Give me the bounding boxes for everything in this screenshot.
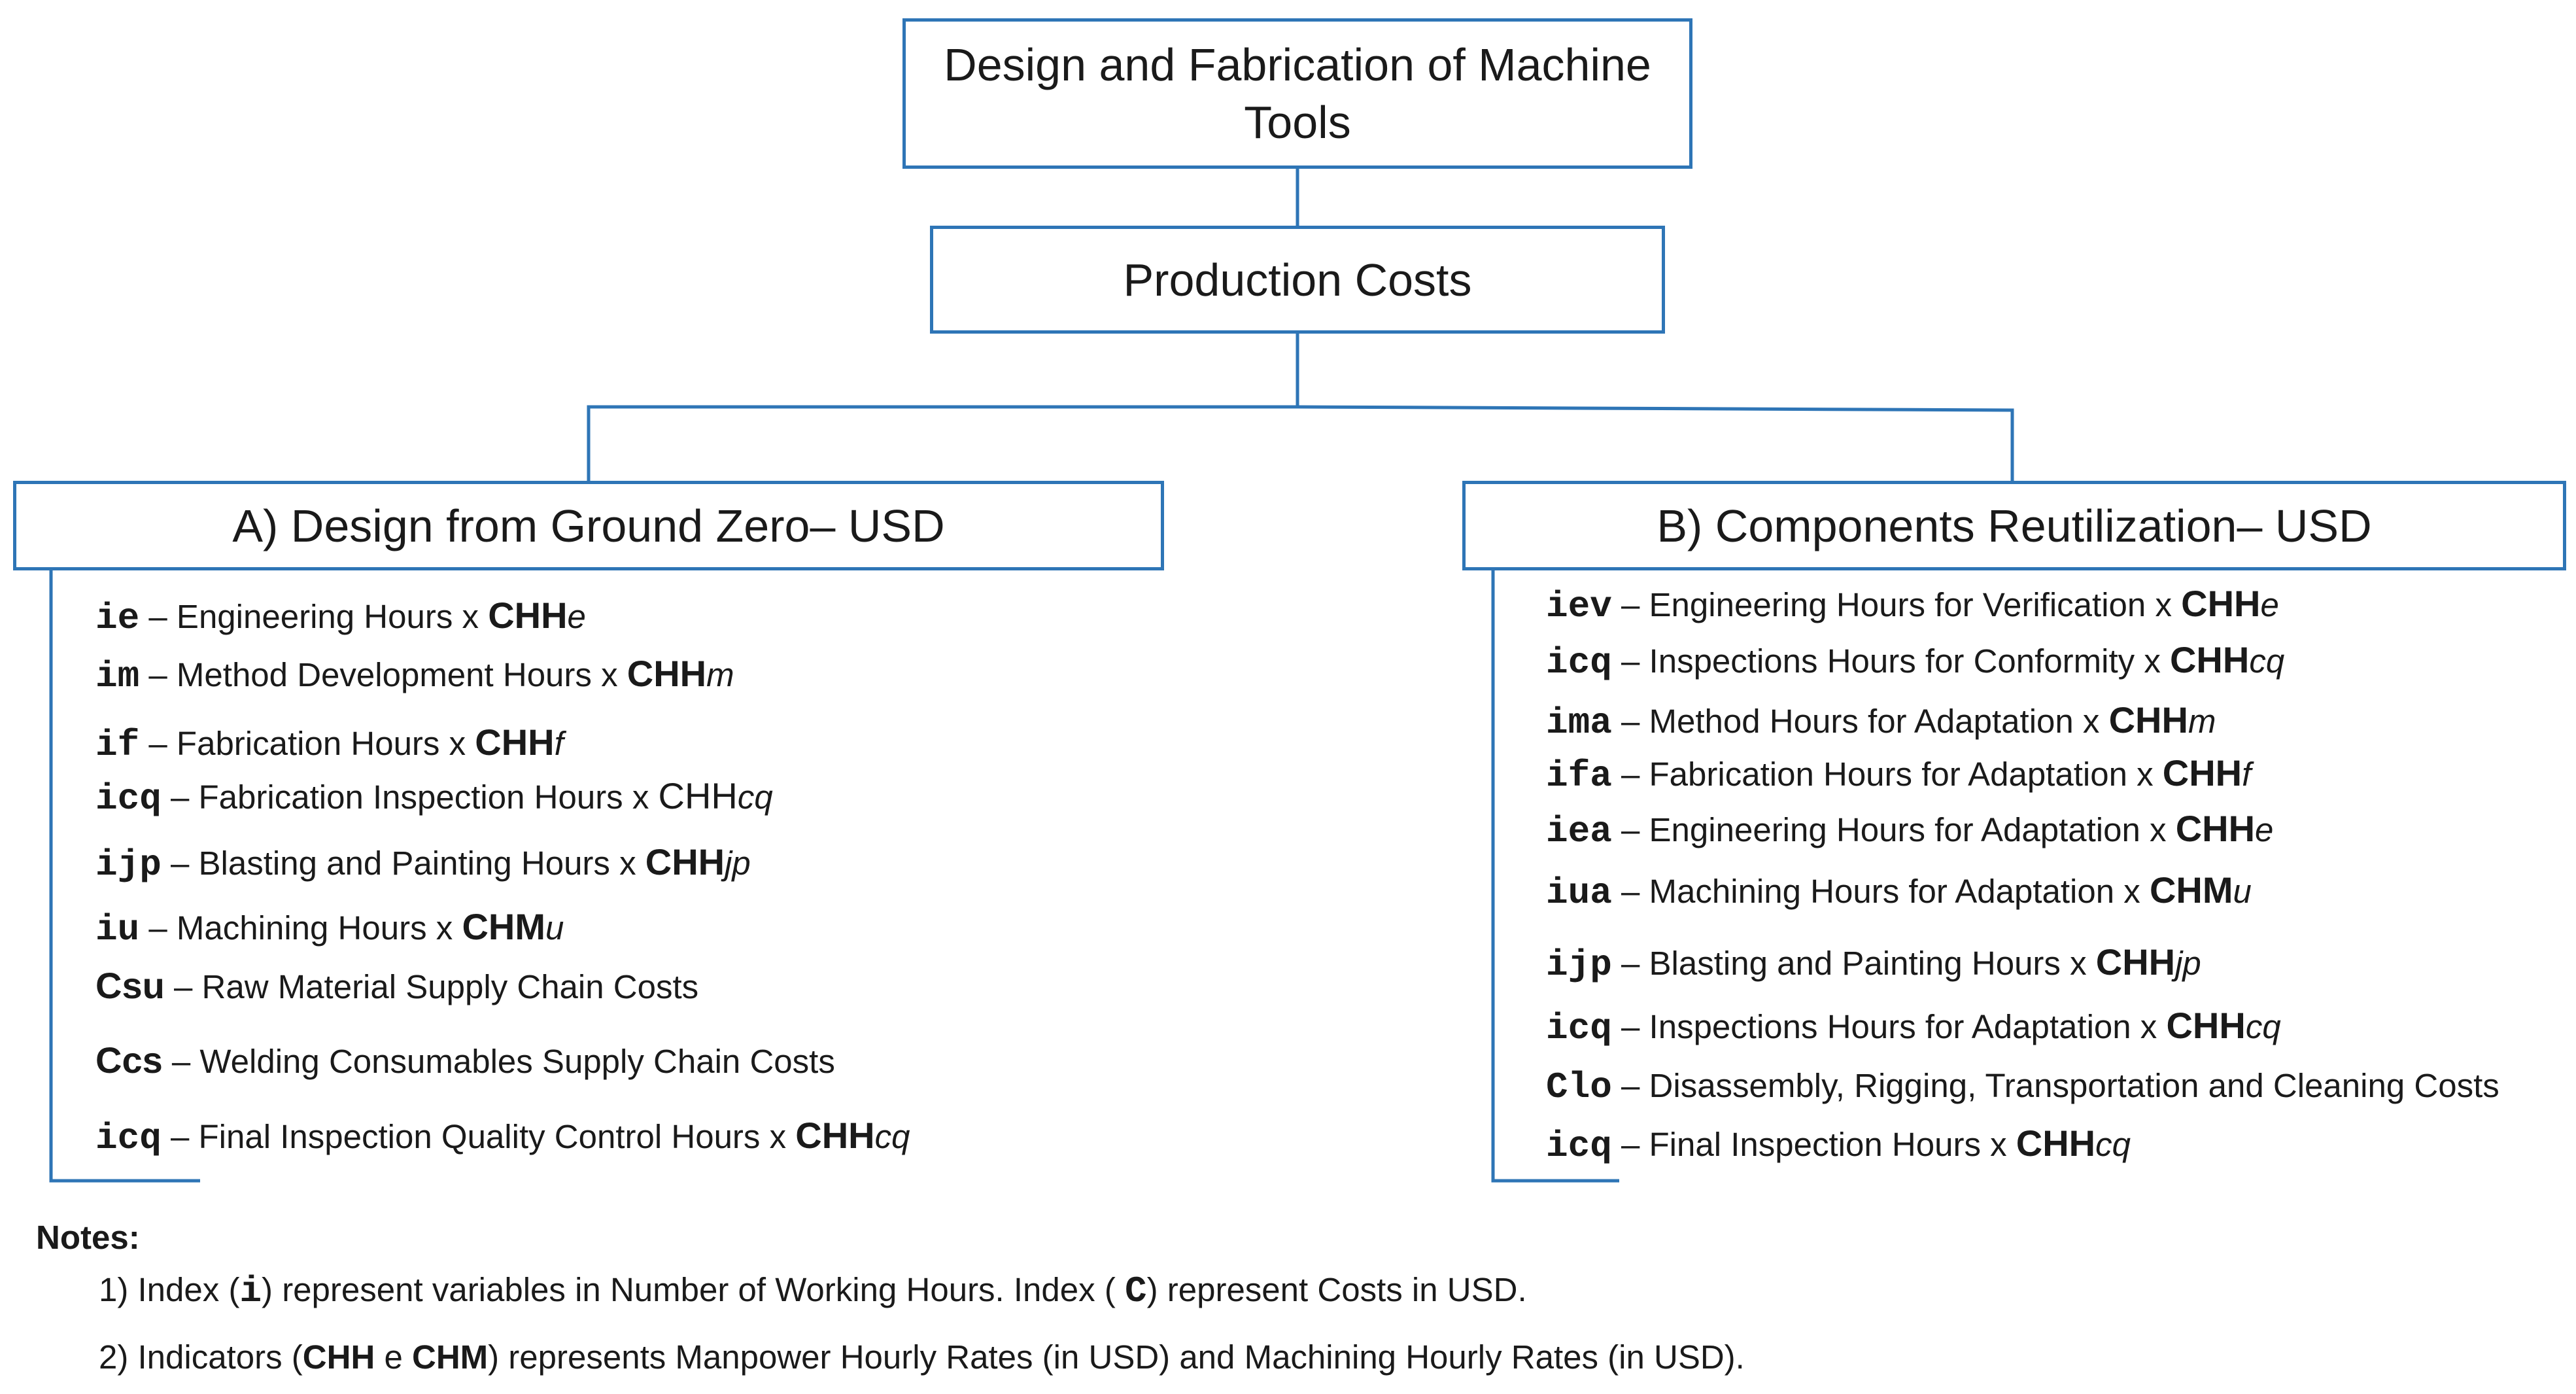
- item-rate: CHH: [2169, 639, 2250, 680]
- item-rate-sub: u: [2233, 873, 2252, 910]
- note-text: ) represents Manpower Hourly Rates (in USD) and Machining Hourly Rates (in USD).: [488, 1338, 1745, 1376]
- item-rate-sub: jp: [2175, 945, 2201, 982]
- item-code: iev: [1546, 585, 1612, 627]
- branch-a-item: [95, 966, 698, 1007]
- item-rate: CHH: [475, 722, 555, 763]
- note-2: [99, 1338, 1745, 1376]
- branch-b-item: [1546, 809, 2273, 851]
- item-code: im: [95, 655, 140, 697]
- note-text: e: [375, 1338, 412, 1376]
- item-rate: CHH: [2095, 941, 2176, 983]
- item-code: icq: [1546, 642, 1612, 684]
- item-code: if: [95, 724, 140, 766]
- note-text: 1) Index (: [99, 1271, 240, 1308]
- branch-a-item: [95, 843, 751, 884]
- item-text: – Method Hours for Adaptation x: [1611, 703, 2109, 740]
- item-text: – Inspections Hours for Conformity x: [1611, 642, 2170, 680]
- item-text: – Final Inspection Quality Control Hours x: [161, 1118, 796, 1155]
- item-code: Clo: [1546, 1066, 1612, 1108]
- item-rate-sub: f: [2242, 756, 2252, 793]
- note-text: ) represent variables in Number of Working Hours. Index (: [262, 1271, 1125, 1308]
- branch-a-item: [95, 596, 586, 638]
- item-text: – Disassembly, Rigging, Transportation and Cleaning Costs: [1611, 1067, 2499, 1104]
- note-chh: CHH: [302, 1338, 375, 1376]
- item-text: – Raw Material Supply Chain Costs: [164, 968, 699, 1005]
- production-costs-box: [930, 226, 1665, 334]
- branch-a-item: [95, 1041, 835, 1081]
- item-rate: CHH: [2181, 583, 2261, 624]
- item-code: ima: [1546, 702, 1612, 744]
- item-code: iea: [1546, 810, 1612, 852]
- branch-b-item: [1546, 701, 2216, 742]
- connector-split-branches: [589, 407, 2012, 481]
- item-rate-sub: cq: [874, 1118, 910, 1155]
- item-code: ijp: [95, 844, 162, 886]
- note-chm: CHM: [411, 1338, 489, 1376]
- note-1: [99, 1270, 1527, 1312]
- item-rate-sub: cq: [737, 778, 773, 816]
- item-text: – Method Development Hours x: [139, 656, 627, 693]
- item-rate-sub: jp: [725, 845, 751, 882]
- item-code: iua: [1546, 872, 1612, 914]
- item-code: icq: [1546, 1007, 1612, 1049]
- branch-a-box: [13, 481, 1164, 570]
- item-rate-sub: m: [2188, 703, 2216, 740]
- item-text: – Fabrication Inspection Hours x: [161, 778, 659, 816]
- item-text: – Fabrication Hours x: [139, 725, 475, 762]
- branch-b-box: [1462, 481, 2566, 570]
- note-index-c: C: [1124, 1270, 1147, 1312]
- item-text: – Inspections Hours for Adaptation x: [1611, 1008, 2167, 1045]
- item-rate: CHM: [2149, 869, 2233, 911]
- item-text: – Machining Hours x: [139, 909, 462, 947]
- branch-b-item: [1546, 640, 2284, 682]
- item-rate-sub: cq: [2249, 642, 2285, 680]
- item-rate: CHH: [645, 841, 725, 882]
- item-rate: CHH: [2016, 1123, 2096, 1164]
- note-index-i: i: [239, 1270, 262, 1312]
- production-costs-label: Production Costs: [1123, 254, 1472, 305]
- item-code: icq: [95, 1117, 162, 1159]
- diagram-title: Design and Fabrication of Machine Tools: [944, 39, 1651, 148]
- item-rate-sub: cq: [2245, 1008, 2281, 1045]
- note-text: ) represent Costs in USD.: [1146, 1271, 1527, 1308]
- branch-a-title: A) Design from Ground Zero– USD: [232, 500, 945, 551]
- item-rate-sub: f: [554, 725, 564, 762]
- branch-b-item: [1546, 584, 2279, 626]
- item-rate: CHH: [2108, 699, 2188, 741]
- item-text: – Final Inspection Hours x: [1611, 1126, 2016, 1163]
- item-rate-sub: e: [2255, 811, 2274, 848]
- item-text: – Blasting and Painting Hours x: [1611, 945, 2096, 982]
- branch-a-item: [95, 723, 564, 765]
- branch-b-title: B) Components Reutilization– USD: [1657, 500, 2372, 551]
- title-box: [902, 18, 1692, 169]
- item-rate-sub: cq: [2095, 1126, 2131, 1163]
- item-text: – Engineering Hours x: [139, 598, 489, 635]
- item-rate: CHH: [2166, 1005, 2246, 1046]
- item-rate-sub: e: [2260, 586, 2279, 623]
- item-code: ifa: [1546, 755, 1612, 797]
- branch-b-item: [1546, 754, 2251, 795]
- branch-b-item: [1546, 1066, 2499, 1107]
- item-rate: CHM: [462, 906, 545, 947]
- item-rate: CHH: [795, 1115, 875, 1156]
- item-text: – Engineering Hours for Adaptation x: [1611, 811, 2176, 848]
- item-code: icq: [1546, 1125, 1612, 1167]
- item-text: – Engineering Hours for Verification x: [1611, 586, 2182, 623]
- branch-a-item: [95, 1116, 910, 1158]
- item-rate-sub: m: [706, 656, 734, 693]
- item-rate-sub: e: [567, 598, 586, 635]
- item-text: – Fabrication Hours for Adaptation x: [1611, 756, 2163, 793]
- branch-b-item: [1546, 871, 2252, 913]
- item-code: Csu: [95, 965, 165, 1006]
- item-rate-sub: u: [545, 909, 564, 947]
- item-code: ie: [95, 597, 140, 639]
- note-text: 2) Indicators (: [99, 1338, 303, 1376]
- item-code: Ccs: [95, 1039, 163, 1081]
- item-rate: CHH: [2175, 808, 2256, 849]
- item-text: – Blasting and Painting Hours x: [161, 845, 645, 882]
- notes-heading: Notes:: [36, 1219, 140, 1256]
- item-text: – Welding Consumables Supply Chain Costs: [162, 1043, 835, 1080]
- item-code: ijp: [1546, 944, 1612, 986]
- item-rate: CHH: [658, 775, 738, 816]
- branch-a-item: [95, 654, 734, 696]
- branch-b-item: [1546, 1006, 2281, 1048]
- branch-a-item: [95, 907, 564, 949]
- branch-a-item: [95, 776, 773, 818]
- item-code: iu: [95, 909, 140, 950]
- branch-b-item: [1546, 943, 2201, 985]
- item-rate: CHH: [627, 653, 707, 694]
- item-code: icq: [95, 778, 162, 820]
- branch-b-item: [1546, 1124, 2131, 1166]
- item-rate: CHH: [488, 595, 568, 636]
- item-text: – Machining Hours for Adaptation x: [1611, 873, 2150, 910]
- item-rate: CHH: [2162, 752, 2242, 793]
